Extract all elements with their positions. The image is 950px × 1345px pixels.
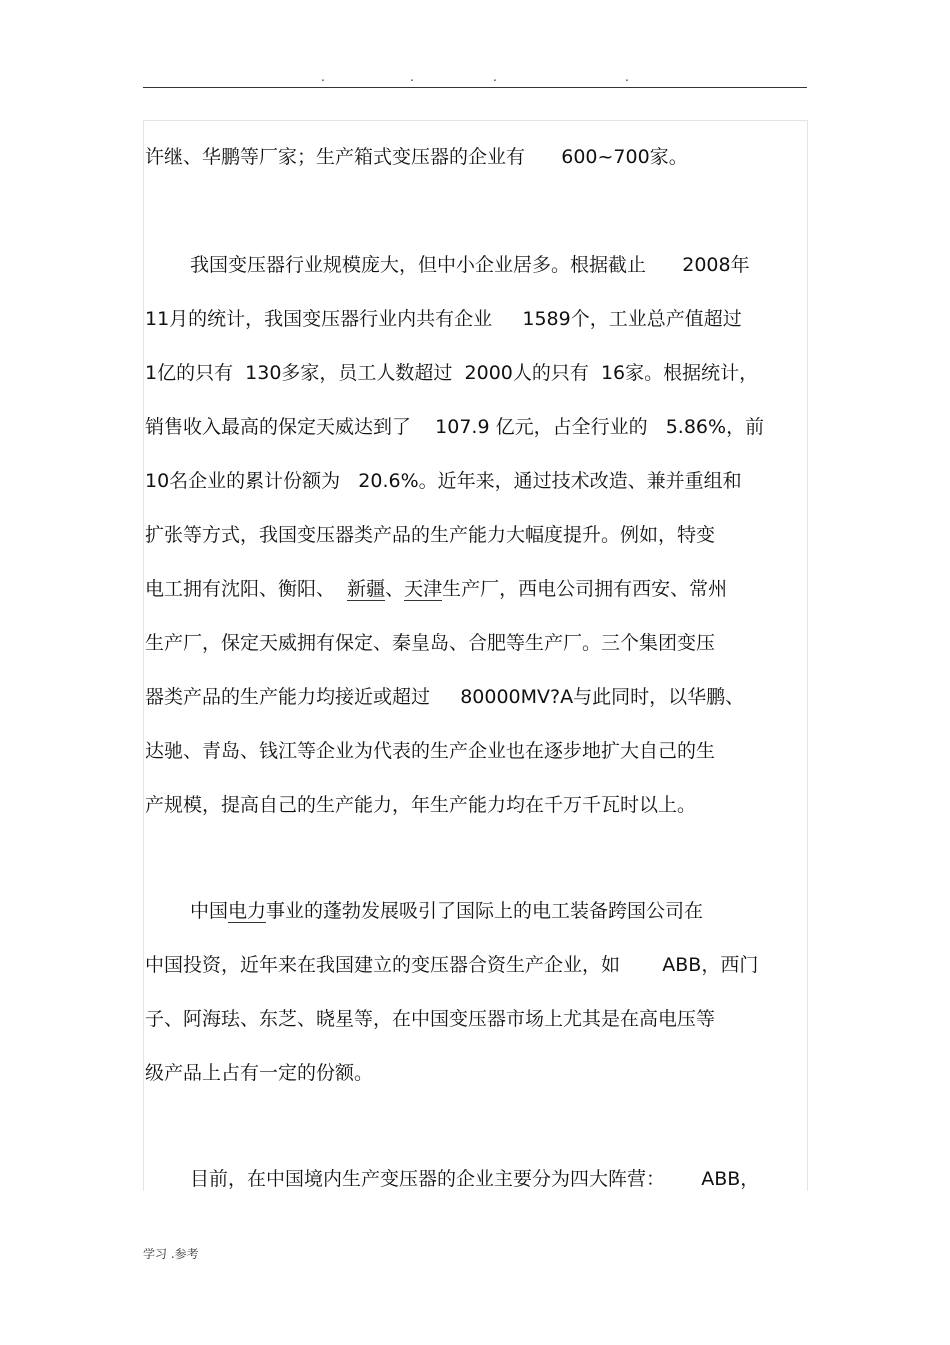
text-line: 中国投资，近年来在我国建立的变压器合资生产企业，如 ABB，西门 — [145, 954, 759, 976]
text-line: 11月的统计，我国变压器行业内共有企业 1589个，工业总产值超过 — [145, 308, 742, 330]
text-line: 产规模，提高自己的生产能力，年生产能力均在千万千瓦时以上。 — [145, 794, 697, 816]
text-line: 10名企业的累计份额为 20.6%。近年来，通过技术改造、兼并重组和 — [145, 470, 742, 492]
text-line — [190, 898, 703, 924]
hyperlink-text[interactable]: 天津 — [404, 578, 443, 600]
text-span: 生产厂，西电公司拥有西安、常州 — [442, 578, 728, 600]
text-line: 级产品上占有一定的份额。 — [145, 1062, 374, 1084]
text-line: 许继、华鹏等厂家；生产箱式变压器的企业有 600~700家。 — [145, 146, 688, 168]
text-span: 、 — [385, 578, 405, 600]
text-line: 我国变压器行业规模庞大，但中小企业居多。根据截止 2008年 — [190, 254, 750, 276]
header-dot: . — [410, 70, 414, 84]
header-dot: . — [321, 70, 325, 84]
hyperlink-text[interactable]: 电力 — [228, 900, 267, 922]
text-line: 1亿的只有 130多家，员工人数超过 2000人的只有 16家。根据统计， — [145, 362, 759, 384]
text-span: 中国 — [190, 900, 229, 922]
text-line: 销售收入最高的保定天威达到了 107.9 亿元，占全行业的 5.86%，前 — [145, 416, 765, 438]
hyperlink-text[interactable]: 新疆 — [347, 578, 386, 600]
text-span: 电工拥有沈阳、衡阳、 — [145, 578, 348, 600]
header-dot: . — [625, 70, 629, 84]
text-line: 器类产品的生产能力均接近或超过 80000MV?A与此同时，以华鹏、 — [145, 686, 745, 708]
text-line: 扩张等方式，我国变压器类产品的生产能力大幅度提升。例如，特变 — [145, 524, 716, 546]
text-line: 生产厂，保定天威拥有保定、秦皇岛、合肥等生产厂。三个集团变压 — [145, 632, 716, 654]
header-dot: . — [493, 70, 497, 84]
page-footer: 学习 .参考 — [143, 1247, 199, 1261]
header-rule — [143, 87, 807, 88]
text-line: 目前，在中国境内生产变压器的企业主要分为四大阵营： ABB， — [190, 1168, 760, 1190]
text-line: 达驰、青岛、钱江等企业为代表的生产企业也在逐步地扩大自己的生 — [145, 740, 716, 762]
text-line — [145, 576, 727, 602]
page-header-dots — [0, 70, 950, 84]
text-span: 事业的蓬勃发展吸引了国际上的电工装备跨国公司在 — [266, 900, 704, 922]
text-line: 子、阿海珐、东芝、晓星等，在中国变压器市场上尤其是在高电压等 — [145, 1008, 716, 1030]
